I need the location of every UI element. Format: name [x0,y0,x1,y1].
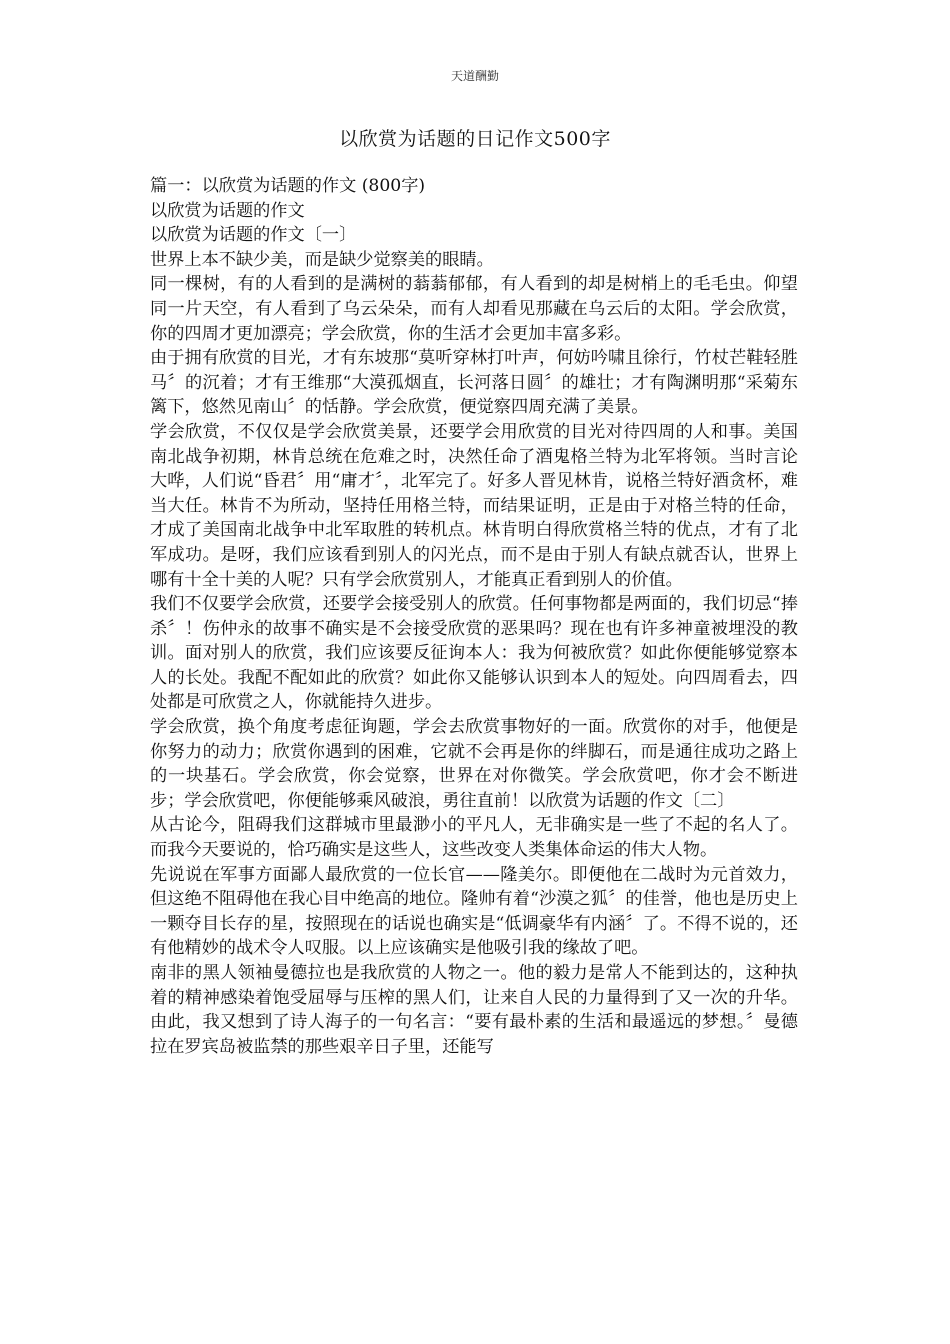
paragraph: 世界上本不缺少美，而是缺少觉察美的眼睛。 [150,249,494,270]
essay-subheading: 以欣赏为话题的作文〔一〕 [150,225,357,246]
essay-heading: 以欣赏为话题的作文 [150,200,305,221]
paragraph: 学会欣赏，换个角度考虑征询题，学会去欣赏事物好的一面。欣赏你的对手，他便是你努力的动力；欣赏你遇到的困难，它就不会再是你的绊脚石，而是通往成功之路上的一块基石。学会欣赏，你会觉察，世界在对你微笑。学会欣赏吧，你才会不断进步；学会欣赏吧，你便能够乘风破浪，勇往直前！以欣赏为话题的作文〔二〕 [150,717,798,811]
paragraph: 同一棵树，有的人看到的是满树的蓊蓊郁郁，有人看到的却是树梢上的毛毛虫。仰望同一片天空，有人看到了乌云朵朵，而有人却看见那藏在乌云后的太阳。学会欣赏，你的四周才更加漂亮；学会欣赏，你的生活才会更加丰富多彩。 [150,274,798,344]
section-heading: 篇一：以欣赏为话题的作文 (800字) [150,176,426,196]
document-title: 以欣赏为话题的日记作文500字 [339,128,611,150]
document-body [150,174,798,1059]
paragraph: 南非的黑人领袖曼德拉也是我欣赏的人物之一。他的毅力是常人不能到达的，这种执着的精神感染着饱受屈辱与压榨的黑人们，让来自人民的力量得到了又一次的升华。由此，我又想到了诗人海子的一句名言：“要有最朴素的生活和最遥远的梦想。〞曼德拉在罗宾岛被监禁的那些艰辛日子里，还能写 [150,963,798,1057]
paragraph: 先说说在军事方面鄙人最欣赏的一位长官——隆美尔。即便他在二战时为元首效力，但这绝不阻碍他在我心目中绝高的地位。隆帅有着“沙漠之狐〞的佳誉，他也是历史上一颗夺目长存的星，按照现在的话说也确实是“低调豪华有内涵〞了。不得不说的，还有他精妙的战术令人叹服。以上应该确实是他吸引我的缘故了吧。 [150,864,798,959]
paragraph: 学会欣赏，不仅仅是学会欣赏美景，还要学会用欣赏的目光对待四周的人和事。美国南北战争初期，林肯总统在危难之时，决然任命了酒鬼格兰特为北军将领。当时言论大哗，人们说“昏君〞用“庸才〞，北军完了。好多人晋见林肯，说格兰特好酒贪杯，难当大任。林肯不为所动，坚持任用格兰特，而结果证明，正是由于对格兰特的任命，才成了美国南北战争中北军取胜的转机点。林肯明白得欣赏格兰特的优点，才有了北军成功。是呀，我们应该看到别人的闪光点，而不是由于别人有缺点就否认，世界上哪有十全十美的人呢？只有学会欣赏别人，才能真正看到别人的价值。 [150,421,798,590]
page-header: 天道酬勤 [450,69,499,83]
paragraph: 由于拥有欣赏的目光，才有东坡那“莫听穿林打叶声，何妨吟啸且徐行，竹杖芒鞋轻胜马〞的沉着；才有王维那“大漠孤烟直，长河落日圆〞的雄壮；才有陶渊明那“采菊东篱下，悠然见南山〞的恬静。学会欣赏，便觉察四周充满了美景。 [150,348,798,418]
paragraph: 我们不仅要学会欣赏，还要学会接受别人的欣赏。任何事物都是两面的，我们切忌“捧杀〞！伤仲永的故事不确实是不会接受欣赏的恶果吗？现在也有许多神童被埋没的教训。面对别人的欣赏，我们应该要反征询本人：我为何被欣赏？如此你便能够觉察本人的长处。我配不配如此的欣赏？如此你又能够认识到本人的短处。向四周看去，四处都是可欣赏之人，你就能持久进步。 [150,594,798,713]
paragraph: 从古论今，阻碍我们这群城市里最渺小的平凡人，无非确实是一些了不起的名人了。而我今天要说的，恰巧确实是这些人，这些改变人类集体命运的伟大人物。 [150,815,798,861]
